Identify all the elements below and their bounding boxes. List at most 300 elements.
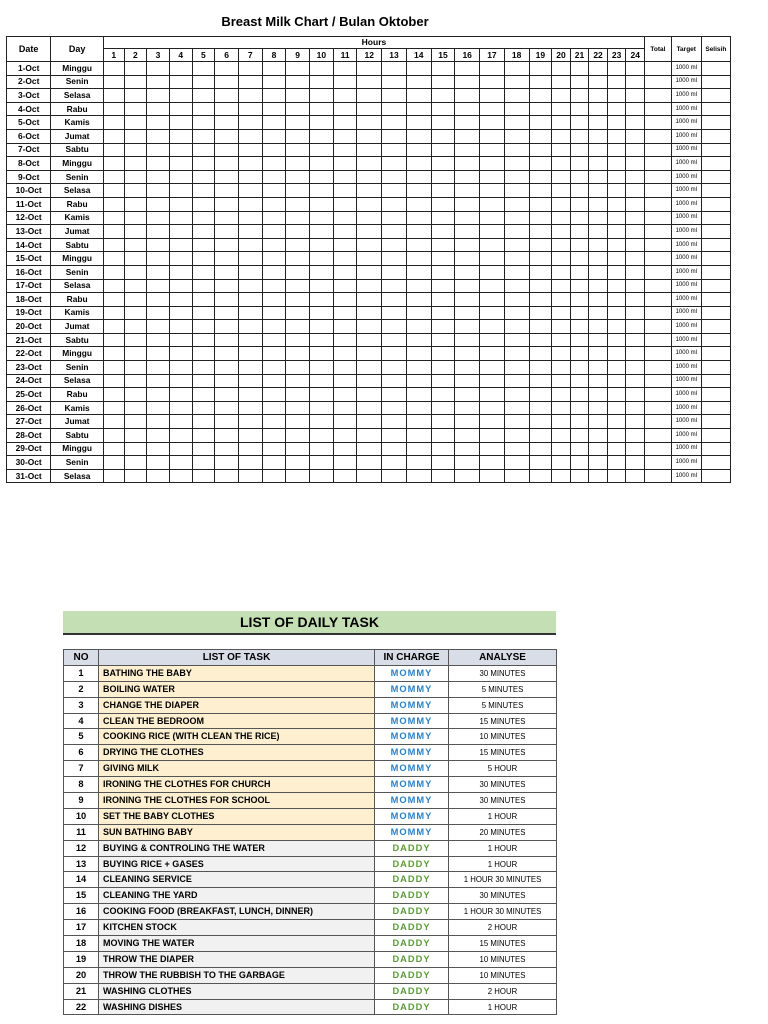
- hour-entry-cell[interactable]: [262, 129, 286, 143]
- hour-entry-cell[interactable]: [529, 75, 552, 89]
- hour-entry-cell[interactable]: [626, 265, 645, 279]
- hour-entry-cell[interactable]: [147, 456, 170, 470]
- hour-entry-cell[interactable]: [589, 102, 608, 116]
- hour-entry-cell[interactable]: [431, 157, 455, 171]
- hour-entry-cell[interactable]: [357, 429, 382, 443]
- hour-entry-cell[interactable]: [529, 279, 552, 293]
- hour-entry-cell[interactable]: [215, 157, 239, 171]
- hour-entry-cell[interactable]: [147, 320, 170, 334]
- hour-entry-cell[interactable]: [504, 62, 529, 76]
- hour-entry-cell[interactable]: [333, 442, 357, 456]
- hour-entry-cell[interactable]: [286, 75, 310, 89]
- hour-entry-cell[interactable]: [333, 197, 357, 211]
- hour-entry-cell[interactable]: [504, 157, 529, 171]
- hour-entry-cell[interactable]: [357, 129, 382, 143]
- selisih-cell[interactable]: [701, 238, 730, 252]
- hour-entry-cell[interactable]: [262, 320, 286, 334]
- selisih-cell[interactable]: [701, 102, 730, 116]
- total-cell[interactable]: [645, 388, 672, 402]
- hour-entry-cell[interactable]: [169, 388, 192, 402]
- hour-entry-cell[interactable]: [480, 306, 505, 320]
- hour-entry-cell[interactable]: [169, 429, 192, 443]
- hour-entry-cell[interactable]: [262, 388, 286, 402]
- total-cell[interactable]: [645, 265, 672, 279]
- selisih-cell[interactable]: [701, 456, 730, 470]
- hour-entry-cell[interactable]: [147, 62, 170, 76]
- hour-entry-cell[interactable]: [333, 62, 357, 76]
- hour-entry-cell[interactable]: [626, 333, 645, 347]
- hour-entry-cell[interactable]: [262, 333, 286, 347]
- hour-entry-cell[interactable]: [215, 374, 239, 388]
- hour-entry-cell[interactable]: [626, 306, 645, 320]
- hour-entry-cell[interactable]: [103, 306, 124, 320]
- total-cell[interactable]: [645, 469, 672, 483]
- hour-entry-cell[interactable]: [333, 75, 357, 89]
- total-cell[interactable]: [645, 62, 672, 76]
- hour-entry-cell[interactable]: [529, 469, 552, 483]
- hour-entry-cell[interactable]: [431, 75, 455, 89]
- hour-entry-cell[interactable]: [147, 347, 170, 361]
- hour-entry-cell[interactable]: [570, 265, 589, 279]
- hour-entry-cell[interactable]: [124, 429, 147, 443]
- hour-entry-cell[interactable]: [286, 170, 310, 184]
- total-cell[interactable]: [645, 75, 672, 89]
- hour-entry-cell[interactable]: [552, 320, 571, 334]
- selisih-cell[interactable]: [701, 401, 730, 415]
- total-cell[interactable]: [645, 333, 672, 347]
- hour-entry-cell[interactable]: [286, 456, 310, 470]
- hour-entry-cell[interactable]: [570, 75, 589, 89]
- selisih-cell[interactable]: [701, 429, 730, 443]
- hour-entry-cell[interactable]: [626, 361, 645, 375]
- hour-entry-cell[interactable]: [607, 75, 626, 89]
- hour-entry-cell[interactable]: [124, 265, 147, 279]
- hour-entry-cell[interactable]: [480, 89, 505, 103]
- hour-entry-cell[interactable]: [382, 429, 407, 443]
- hour-entry-cell[interactable]: [215, 62, 239, 76]
- hour-entry-cell[interactable]: [431, 238, 455, 252]
- hour-entry-cell[interactable]: [357, 157, 382, 171]
- hour-entry-cell[interactable]: [382, 102, 407, 116]
- hour-entry-cell[interactable]: [333, 333, 357, 347]
- selisih-cell[interactable]: [701, 306, 730, 320]
- hour-entry-cell[interactable]: [607, 102, 626, 116]
- hour-entry-cell[interactable]: [310, 374, 334, 388]
- hour-entry-cell[interactable]: [406, 265, 431, 279]
- hour-entry-cell[interactable]: [589, 415, 608, 429]
- hour-entry-cell[interactable]: [192, 157, 215, 171]
- hour-entry-cell[interactable]: [480, 129, 505, 143]
- hour-entry-cell[interactable]: [552, 170, 571, 184]
- hour-entry-cell[interactable]: [570, 62, 589, 76]
- hour-entry-cell[interactable]: [626, 415, 645, 429]
- hour-entry-cell[interactable]: [570, 116, 589, 130]
- hour-entry-cell[interactable]: [552, 347, 571, 361]
- hour-entry-cell[interactable]: [455, 75, 480, 89]
- hour-entry-cell[interactable]: [589, 374, 608, 388]
- hour-entry-cell[interactable]: [570, 197, 589, 211]
- hour-entry-cell[interactable]: [455, 415, 480, 429]
- hour-entry-cell[interactable]: [169, 102, 192, 116]
- hour-entry-cell[interactable]: [192, 197, 215, 211]
- hour-entry-cell[interactable]: [333, 388, 357, 402]
- hour-entry-cell[interactable]: [455, 306, 480, 320]
- hour-entry-cell[interactable]: [169, 89, 192, 103]
- hour-entry-cell[interactable]: [607, 129, 626, 143]
- hour-entry-cell[interactable]: [357, 306, 382, 320]
- hour-entry-cell[interactable]: [570, 170, 589, 184]
- hour-entry-cell[interactable]: [480, 456, 505, 470]
- hour-entry-cell[interactable]: [382, 374, 407, 388]
- hour-entry-cell[interactable]: [607, 143, 626, 157]
- hour-entry-cell[interactable]: [607, 456, 626, 470]
- hour-entry-cell[interactable]: [238, 102, 262, 116]
- hour-entry-cell[interactable]: [357, 225, 382, 239]
- selisih-cell[interactable]: [701, 75, 730, 89]
- hour-entry-cell[interactable]: [124, 238, 147, 252]
- hour-entry-cell[interactable]: [504, 116, 529, 130]
- hour-entry-cell[interactable]: [310, 143, 334, 157]
- hour-entry-cell[interactable]: [286, 442, 310, 456]
- hour-entry-cell[interactable]: [480, 62, 505, 76]
- hour-entry-cell[interactable]: [480, 265, 505, 279]
- hour-entry-cell[interactable]: [238, 75, 262, 89]
- hour-entry-cell[interactable]: [357, 442, 382, 456]
- hour-entry-cell[interactable]: [124, 225, 147, 239]
- hour-entry-cell[interactable]: [357, 238, 382, 252]
- hour-entry-cell[interactable]: [504, 293, 529, 307]
- hour-entry-cell[interactable]: [215, 279, 239, 293]
- hour-entry-cell[interactable]: [192, 75, 215, 89]
- hour-entry-cell[interactable]: [607, 211, 626, 225]
- hour-entry-cell[interactable]: [406, 306, 431, 320]
- hour-entry-cell[interactable]: [455, 361, 480, 375]
- hour-entry-cell[interactable]: [215, 170, 239, 184]
- hour-entry-cell[interactable]: [589, 265, 608, 279]
- hour-entry-cell[interactable]: [310, 429, 334, 443]
- hour-entry-cell[interactable]: [147, 252, 170, 266]
- hour-entry-cell[interactable]: [169, 361, 192, 375]
- hour-entry-cell[interactable]: [124, 293, 147, 307]
- hour-entry-cell[interactable]: [103, 442, 124, 456]
- hour-entry-cell[interactable]: [124, 89, 147, 103]
- hour-entry-cell[interactable]: [147, 415, 170, 429]
- hour-entry-cell[interactable]: [169, 143, 192, 157]
- hour-entry-cell[interactable]: [103, 157, 124, 171]
- hour-entry-cell[interactable]: [589, 293, 608, 307]
- hour-entry-cell[interactable]: [431, 320, 455, 334]
- hour-entry-cell[interactable]: [262, 225, 286, 239]
- hour-entry-cell[interactable]: [626, 252, 645, 266]
- selisih-cell[interactable]: [701, 347, 730, 361]
- hour-entry-cell[interactable]: [103, 211, 124, 225]
- hour-entry-cell[interactable]: [607, 252, 626, 266]
- hour-entry-cell[interactable]: [147, 306, 170, 320]
- hour-entry-cell[interactable]: [103, 116, 124, 130]
- hour-entry-cell[interactable]: [382, 211, 407, 225]
- hour-entry-cell[interactable]: [286, 320, 310, 334]
- hour-entry-cell[interactable]: [406, 143, 431, 157]
- hour-entry-cell[interactable]: [238, 401, 262, 415]
- hour-entry-cell[interactable]: [286, 347, 310, 361]
- hour-entry-cell[interactable]: [310, 197, 334, 211]
- hour-entry-cell[interactable]: [570, 293, 589, 307]
- hour-entry-cell[interactable]: [147, 333, 170, 347]
- hour-entry-cell[interactable]: [124, 347, 147, 361]
- hour-entry-cell[interactable]: [286, 211, 310, 225]
- hour-entry-cell[interactable]: [286, 157, 310, 171]
- hour-entry-cell[interactable]: [406, 225, 431, 239]
- total-cell[interactable]: [645, 102, 672, 116]
- selisih-cell[interactable]: [701, 252, 730, 266]
- hour-entry-cell[interactable]: [570, 333, 589, 347]
- hour-entry-cell[interactable]: [215, 347, 239, 361]
- hour-entry-cell[interactable]: [382, 116, 407, 130]
- hour-entry-cell[interactable]: [504, 469, 529, 483]
- hour-entry-cell[interactable]: [570, 429, 589, 443]
- hour-entry-cell[interactable]: [607, 293, 626, 307]
- hour-entry-cell[interactable]: [529, 361, 552, 375]
- hour-entry-cell[interactable]: [357, 415, 382, 429]
- hour-entry-cell[interactable]: [286, 62, 310, 76]
- total-cell[interactable]: [645, 415, 672, 429]
- hour-entry-cell[interactable]: [382, 401, 407, 415]
- hour-entry-cell[interactable]: [215, 89, 239, 103]
- hour-entry-cell[interactable]: [169, 129, 192, 143]
- hour-entry-cell[interactable]: [480, 333, 505, 347]
- hour-entry-cell[interactable]: [382, 293, 407, 307]
- hour-entry-cell[interactable]: [504, 265, 529, 279]
- hour-entry-cell[interactable]: [382, 361, 407, 375]
- hour-entry-cell[interactable]: [552, 388, 571, 402]
- hour-entry-cell[interactable]: [570, 211, 589, 225]
- hour-entry-cell[interactable]: [169, 456, 192, 470]
- hour-entry-cell[interactable]: [262, 469, 286, 483]
- hour-entry-cell[interactable]: [215, 293, 239, 307]
- hour-entry-cell[interactable]: [147, 184, 170, 198]
- hour-entry-cell[interactable]: [124, 361, 147, 375]
- hour-entry-cell[interactable]: [238, 252, 262, 266]
- hour-entry-cell[interactable]: [333, 116, 357, 130]
- hour-entry-cell[interactable]: [406, 129, 431, 143]
- hour-entry-cell[interactable]: [124, 75, 147, 89]
- hour-entry-cell[interactable]: [215, 429, 239, 443]
- hour-entry-cell[interactable]: [406, 211, 431, 225]
- hour-entry-cell[interactable]: [238, 388, 262, 402]
- hour-entry-cell[interactable]: [626, 456, 645, 470]
- hour-entry-cell[interactable]: [431, 456, 455, 470]
- hour-entry-cell[interactable]: [552, 89, 571, 103]
- hour-entry-cell[interactable]: [552, 116, 571, 130]
- hour-entry-cell[interactable]: [262, 306, 286, 320]
- hour-entry-cell[interactable]: [626, 62, 645, 76]
- hour-entry-cell[interactable]: [192, 469, 215, 483]
- hour-entry-cell[interactable]: [382, 279, 407, 293]
- hour-entry-cell[interactable]: [431, 225, 455, 239]
- hour-entry-cell[interactable]: [333, 347, 357, 361]
- hour-entry-cell[interactable]: [406, 361, 431, 375]
- hour-entry-cell[interactable]: [262, 279, 286, 293]
- hour-entry-cell[interactable]: [333, 211, 357, 225]
- hour-entry-cell[interactable]: [589, 252, 608, 266]
- hour-entry-cell[interactable]: [310, 225, 334, 239]
- hour-entry-cell[interactable]: [589, 306, 608, 320]
- hour-entry-cell[interactable]: [310, 306, 334, 320]
- hour-entry-cell[interactable]: [431, 469, 455, 483]
- hour-entry-cell[interactable]: [626, 429, 645, 443]
- hour-entry-cell[interactable]: [570, 102, 589, 116]
- hour-entry-cell[interactable]: [455, 429, 480, 443]
- total-cell[interactable]: [645, 320, 672, 334]
- hour-entry-cell[interactable]: [310, 293, 334, 307]
- hour-entry-cell[interactable]: [504, 211, 529, 225]
- hour-entry-cell[interactable]: [192, 143, 215, 157]
- hour-entry-cell[interactable]: [529, 401, 552, 415]
- hour-entry-cell[interactable]: [504, 225, 529, 239]
- hour-entry-cell[interactable]: [333, 89, 357, 103]
- hour-entry-cell[interactable]: [529, 374, 552, 388]
- hour-entry-cell[interactable]: [238, 184, 262, 198]
- hour-entry-cell[interactable]: [147, 429, 170, 443]
- hour-entry-cell[interactable]: [169, 279, 192, 293]
- hour-entry-cell[interactable]: [286, 279, 310, 293]
- hour-entry-cell[interactable]: [529, 252, 552, 266]
- hour-entry-cell[interactable]: [626, 157, 645, 171]
- hour-entry-cell[interactable]: [169, 347, 192, 361]
- hour-entry-cell[interactable]: [103, 333, 124, 347]
- hour-entry-cell[interactable]: [215, 401, 239, 415]
- total-cell[interactable]: [645, 143, 672, 157]
- hour-entry-cell[interactable]: [357, 89, 382, 103]
- hour-entry-cell[interactable]: [406, 252, 431, 266]
- hour-entry-cell[interactable]: [529, 170, 552, 184]
- hour-entry-cell[interactable]: [480, 442, 505, 456]
- hour-entry-cell[interactable]: [529, 320, 552, 334]
- hour-entry-cell[interactable]: [607, 116, 626, 130]
- hour-entry-cell[interactable]: [382, 62, 407, 76]
- hour-entry-cell[interactable]: [589, 361, 608, 375]
- selisih-cell[interactable]: [701, 333, 730, 347]
- hour-entry-cell[interactable]: [382, 442, 407, 456]
- selisih-cell[interactable]: [701, 388, 730, 402]
- hour-entry-cell[interactable]: [238, 347, 262, 361]
- hour-entry-cell[interactable]: [262, 293, 286, 307]
- hour-entry-cell[interactable]: [169, 374, 192, 388]
- hour-entry-cell[interactable]: [406, 238, 431, 252]
- hour-entry-cell[interactable]: [192, 238, 215, 252]
- hour-entry-cell[interactable]: [570, 279, 589, 293]
- hour-entry-cell[interactable]: [455, 252, 480, 266]
- hour-entry-cell[interactable]: [552, 279, 571, 293]
- hour-entry-cell[interactable]: [286, 415, 310, 429]
- hour-entry-cell[interactable]: [286, 361, 310, 375]
- hour-entry-cell[interactable]: [103, 143, 124, 157]
- hour-entry-cell[interactable]: [570, 388, 589, 402]
- hour-entry-cell[interactable]: [262, 89, 286, 103]
- hour-entry-cell[interactable]: [406, 184, 431, 198]
- hour-entry-cell[interactable]: [333, 320, 357, 334]
- hour-entry-cell[interactable]: [192, 89, 215, 103]
- hour-entry-cell[interactable]: [124, 456, 147, 470]
- hour-entry-cell[interactable]: [262, 347, 286, 361]
- hour-entry-cell[interactable]: [124, 143, 147, 157]
- hour-entry-cell[interactable]: [431, 143, 455, 157]
- hour-entry-cell[interactable]: [192, 116, 215, 130]
- hour-entry-cell[interactable]: [147, 197, 170, 211]
- hour-entry-cell[interactable]: [192, 374, 215, 388]
- hour-entry-cell[interactable]: [124, 211, 147, 225]
- hour-entry-cell[interactable]: [124, 442, 147, 456]
- hour-entry-cell[interactable]: [286, 265, 310, 279]
- hour-entry-cell[interactable]: [286, 116, 310, 130]
- hour-entry-cell[interactable]: [238, 129, 262, 143]
- hour-entry-cell[interactable]: [406, 197, 431, 211]
- hour-entry-cell[interactable]: [262, 265, 286, 279]
- hour-entry-cell[interactable]: [607, 184, 626, 198]
- hour-entry-cell[interactable]: [147, 401, 170, 415]
- hour-entry-cell[interactable]: [570, 129, 589, 143]
- hour-entry-cell[interactable]: [192, 361, 215, 375]
- hour-entry-cell[interactable]: [455, 388, 480, 402]
- hour-entry-cell[interactable]: [310, 415, 334, 429]
- hour-entry-cell[interactable]: [286, 293, 310, 307]
- hour-entry-cell[interactable]: [333, 415, 357, 429]
- hour-entry-cell[interactable]: [570, 225, 589, 239]
- hour-entry-cell[interactable]: [431, 429, 455, 443]
- hour-entry-cell[interactable]: [310, 170, 334, 184]
- hour-entry-cell[interactable]: [570, 347, 589, 361]
- hour-entry-cell[interactable]: [480, 170, 505, 184]
- hour-entry-cell[interactable]: [529, 143, 552, 157]
- hour-entry-cell[interactable]: [192, 333, 215, 347]
- hour-entry-cell[interactable]: [357, 265, 382, 279]
- hour-entry-cell[interactable]: [589, 429, 608, 443]
- hour-entry-cell[interactable]: [607, 469, 626, 483]
- hour-entry-cell[interactable]: [124, 102, 147, 116]
- hour-entry-cell[interactable]: [529, 225, 552, 239]
- hour-entry-cell[interactable]: [382, 347, 407, 361]
- hour-entry-cell[interactable]: [589, 320, 608, 334]
- hour-entry-cell[interactable]: [215, 225, 239, 239]
- hour-entry-cell[interactable]: [103, 415, 124, 429]
- hour-entry-cell[interactable]: [626, 279, 645, 293]
- hour-entry-cell[interactable]: [504, 89, 529, 103]
- hour-entry-cell[interactable]: [169, 62, 192, 76]
- hour-entry-cell[interactable]: [626, 320, 645, 334]
- hour-entry-cell[interactable]: [262, 75, 286, 89]
- hour-entry-cell[interactable]: [238, 89, 262, 103]
- hour-entry-cell[interactable]: [333, 456, 357, 470]
- hour-entry-cell[interactable]: [455, 442, 480, 456]
- total-cell[interactable]: [645, 89, 672, 103]
- hour-entry-cell[interactable]: [431, 129, 455, 143]
- hour-entry-cell[interactable]: [626, 347, 645, 361]
- hour-entry-cell[interactable]: [103, 293, 124, 307]
- hour-entry-cell[interactable]: [589, 469, 608, 483]
- hour-entry-cell[interactable]: [607, 361, 626, 375]
- hour-entry-cell[interactable]: [310, 265, 334, 279]
- hour-entry-cell[interactable]: [169, 116, 192, 130]
- hour-entry-cell[interactable]: [406, 429, 431, 443]
- hour-entry-cell[interactable]: [431, 116, 455, 130]
- hour-entry-cell[interactable]: [124, 401, 147, 415]
- hour-entry-cell[interactable]: [552, 129, 571, 143]
- total-cell[interactable]: [645, 157, 672, 171]
- hour-entry-cell[interactable]: [455, 320, 480, 334]
- hour-entry-cell[interactable]: [124, 333, 147, 347]
- hour-entry-cell[interactable]: [333, 361, 357, 375]
- hour-entry-cell[interactable]: [570, 238, 589, 252]
